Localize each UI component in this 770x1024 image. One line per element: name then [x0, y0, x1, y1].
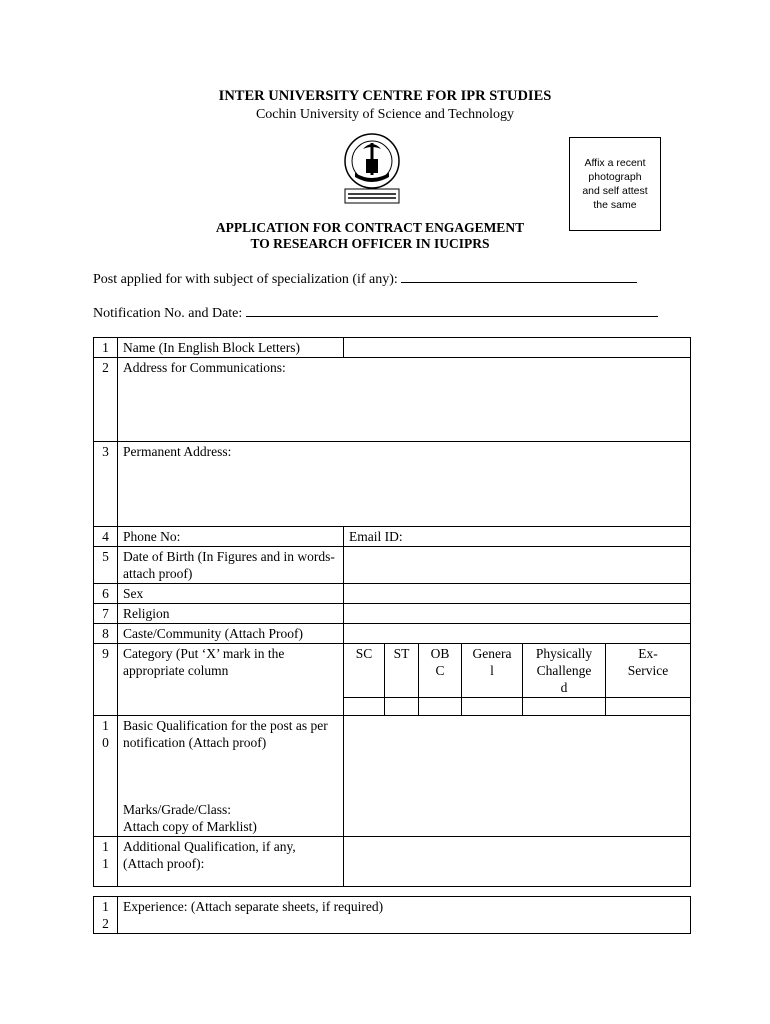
communication-address-cell[interactable] [118, 358, 691, 442]
basic-qualification-label: Basic Qualification for the post as per notification (Attach proof) Marks/Grade/Class: Attach copy of Marklist) [118, 715, 344, 836]
table-row [94, 358, 691, 442]
experience-cell[interactable] [118, 897, 691, 934]
post-applied-field [93, 270, 637, 288]
table-row [94, 338, 691, 358]
table-row [94, 442, 691, 527]
table-row [94, 527, 691, 547]
form-heading-line2: TO RESEARCH OFFICER IN IUCIPRS [250, 236, 490, 251]
phone-label[interactable]: Phone No: [118, 527, 344, 547]
row-number: 8 [94, 624, 118, 644]
table-row [94, 584, 691, 604]
category-general-mark[interactable] [462, 698, 523, 715]
photo-instruction-2: photograph [588, 171, 642, 183]
photo-instruction-4: the same [593, 199, 637, 211]
row-number: 4 [94, 527, 118, 547]
additional-qualification-input-cell[interactable] [344, 836, 691, 886]
photo-instruction-1: Affix a recent [584, 157, 646, 169]
category-physically-challenged: Physically Challenge d [523, 644, 606, 698]
table-row [94, 715, 691, 836]
dob-label: Date of Birth (In Figures and in words- attach proof) [118, 547, 344, 584]
table-row [94, 644, 691, 716]
category-ex-service-mark[interactable] [606, 698, 691, 715]
category-label: Category (Put ‘X’ mark in the appropriate column [118, 644, 344, 716]
application-table [93, 337, 691, 887]
post-applied-label: Post applied for with subject of specialization (if any): [93, 272, 398, 287]
marklist-label: Attach copy of Marklist) [123, 818, 257, 834]
table-row [94, 897, 691, 934]
form-heading [150, 220, 590, 252]
row-number: 1 [94, 338, 118, 358]
sex-label: Sex [118, 584, 344, 604]
sex-input-cell[interactable] [344, 584, 691, 604]
religion-input-cell[interactable] [344, 604, 691, 624]
category-st-mark[interactable] [385, 698, 419, 715]
page-title: INTER UNIVERSITY CENTRE FOR IPR STUDIES [218, 88, 552, 104]
row-number: 9 [94, 644, 118, 716]
category-sc: SC [344, 644, 385, 698]
row-number: 2 [94, 358, 118, 442]
permanent-address-label: Permanent Address: [123, 444, 232, 459]
caste-label: Caste/Community (Attach Proof) [118, 624, 344, 644]
category-table [344, 644, 690, 715]
dob-input-cell[interactable] [344, 547, 691, 584]
experience-label: Experience: (Attach separate sheets, if required) [123, 899, 384, 914]
communication-address-label: Address for Communications: [123, 360, 286, 375]
form-heading-line1: APPLICATION FOR CONTRACT ENGAGEMENT [215, 220, 525, 235]
university-logo [337, 131, 407, 207]
row-number: 1 0 [94, 715, 118, 836]
row-number: 7 [94, 604, 118, 624]
row-number: 6 [94, 584, 118, 604]
additional-qualification-label: Additional Qualification, if any, (Attach proof): [118, 836, 344, 886]
caste-input-cell[interactable] [344, 624, 691, 644]
table-row [94, 547, 691, 584]
permanent-address-cell[interactable] [118, 442, 691, 527]
table-row [94, 836, 691, 886]
experience-table [93, 896, 691, 934]
notification-label: Notification No. and Date: [93, 306, 243, 321]
category-ex-service: Ex- Service [606, 644, 691, 698]
photo-instruction-3: and self attest [582, 185, 648, 197]
university-name: Cochin University of Science and Technology [255, 107, 515, 122]
basic-qualification-input-cell[interactable] [344, 715, 691, 836]
email-cell[interactable] [344, 527, 691, 547]
category-obc-mark[interactable] [419, 698, 462, 715]
row-number: 1 2 [94, 897, 118, 934]
name-label: Name (In English Block Letters) [118, 338, 344, 358]
post-applied-blank[interactable] [401, 270, 637, 283]
name-input-cell[interactable] [344, 338, 691, 358]
category-obc: OB C [419, 644, 462, 698]
row-number: 1 1 [94, 836, 118, 886]
notification-field [93, 304, 658, 322]
table-row [94, 624, 691, 644]
photo-box [569, 137, 661, 231]
table-row [94, 604, 691, 624]
category-physically-challenged-mark[interactable] [523, 698, 606, 715]
row-number: 5 [94, 547, 118, 584]
category-general: Genera l [462, 644, 523, 698]
row-number: 3 [94, 442, 118, 527]
notification-blank[interactable] [246, 304, 658, 317]
marks-label: Marks/Grade/Class: [123, 801, 231, 817]
category-cell [344, 644, 691, 716]
category-st: ST [385, 644, 419, 698]
category-sc-mark[interactable] [344, 698, 385, 715]
religion-label: Religion [118, 604, 344, 624]
email-label: Email ID: [349, 529, 403, 544]
